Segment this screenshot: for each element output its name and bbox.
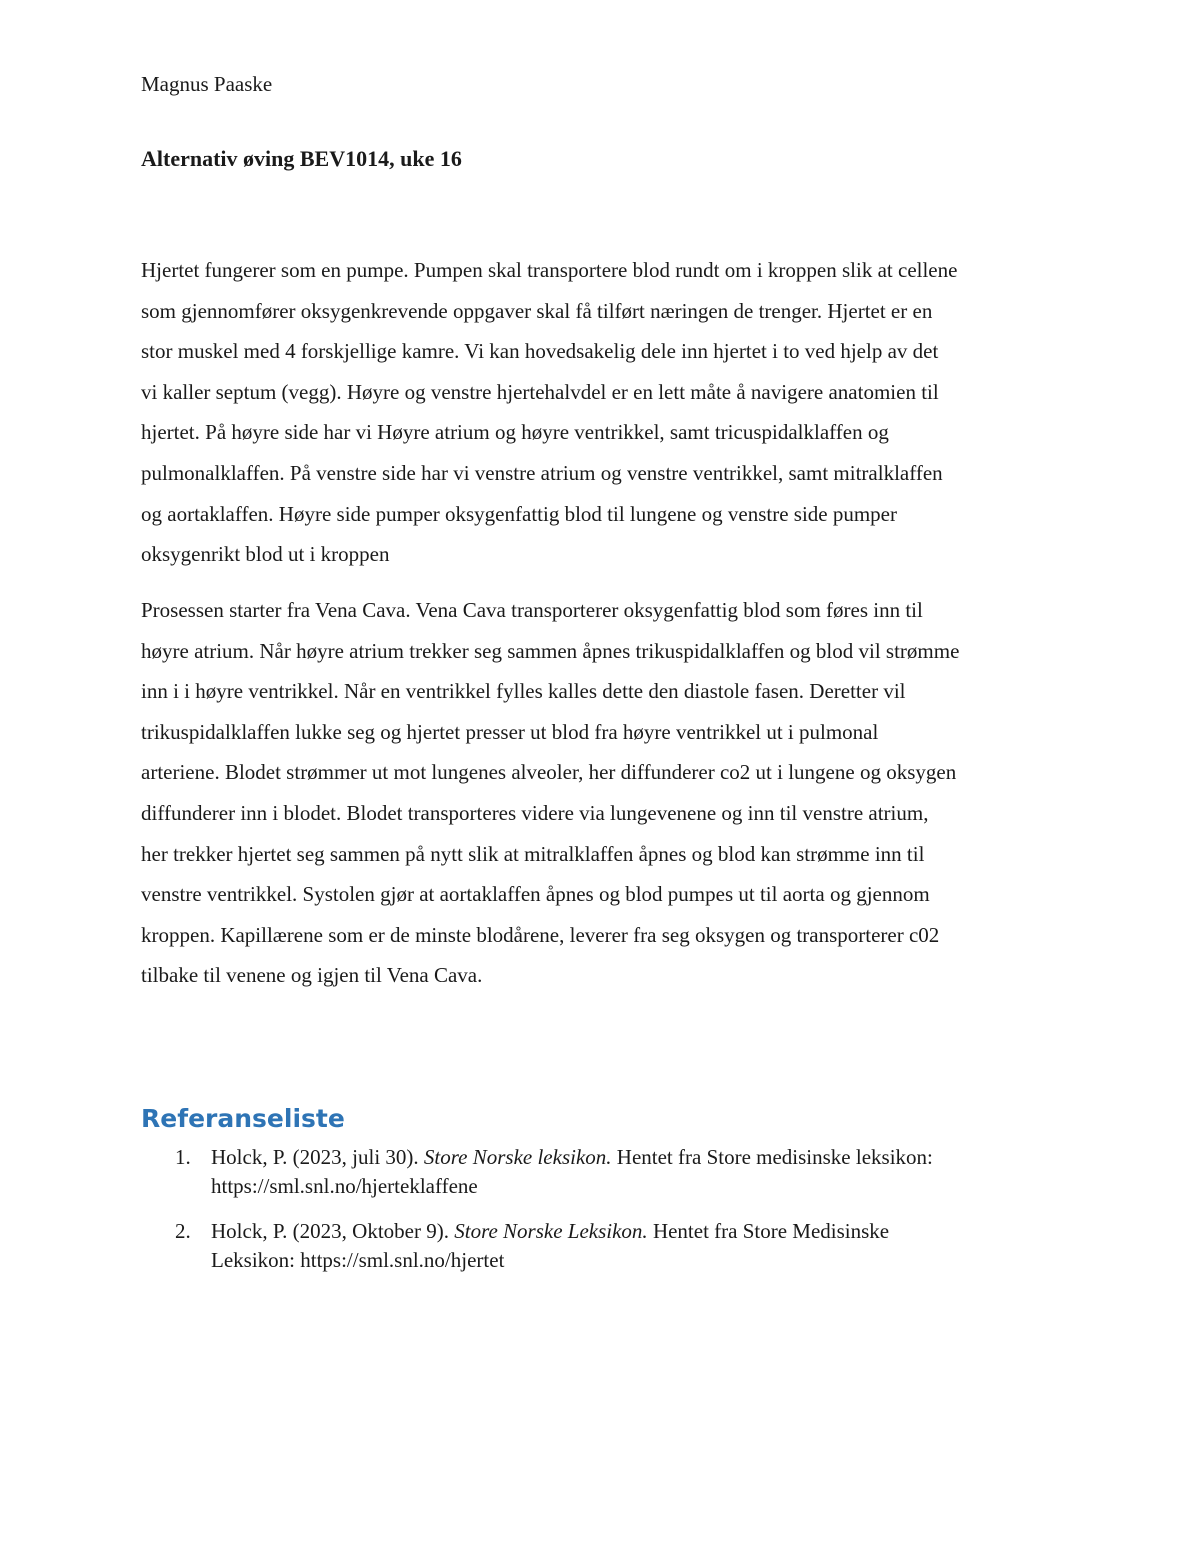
reference-number: 2. [175, 1219, 191, 1243]
reference-work-title: Store Norske Leksikon. [454, 1219, 648, 1243]
paragraph-line: oksygenrikt blod ut i kroppen [141, 542, 390, 567]
author-name: Magnus Paaske [141, 72, 273, 96]
body-paragraph-1 [141, 250, 1066, 575]
paragraph-line: som gjennomfører oksygenkrevende oppgaver skal få tilført næringen de trenger. Hjertet er en [141, 298, 933, 323]
paragraph-line: arteriene. Blodet strømmer ut mot lungenes alveoler, her diffunderer co2 ut i lungene og oksygen [141, 760, 957, 785]
reference-retrieved: Hentet fra Store Medisinske [647, 1219, 890, 1243]
reference-line [211, 1143, 1061, 1172]
body-paragraph-2 [141, 590, 1066, 996]
reference-body [211, 1217, 1061, 1275]
paragraph-line: venstre ventrikkel. Systolen gjør at aortaklaffen åpnes og blod pumpes ut til aorta og gjennom [141, 882, 930, 907]
reference-body [211, 1143, 1061, 1201]
paragraph-line: Prosessen starter fra Vena Cava. Vena Cava transporterer oksygenfattig blod som føres inn til [141, 598, 923, 622]
paragraph-line: pulmonalklaffen. På venstre side har vi venstre atrium og venstre ventrikkel, samt mitralklaffen [141, 460, 943, 485]
paragraph-line: inn i i høyre ventrikkel. Når en ventrikkel fylles kalles dette den diastole fasen. Deretter vil [141, 679, 906, 704]
reference-author-date: Holck, P. (2023, juli 30). [211, 1145, 424, 1169]
document-title: Alternativ øving BEV1014, uke 16 [141, 146, 462, 171]
paragraph-line: vi kaller septum (vegg). Høyre og venstre hjertehalvdel er en lett måte å navigere anatomien til [141, 379, 939, 404]
paragraph-line: Hjertet fungerer som en pumpe. Pumpen skal transportere blod rundt om i kroppen slik at cellene [141, 258, 958, 282]
paragraph-line: her trekker hjertet seg sammen på nytt slik at mitralklaffen åpnes og blod kan strømme inn til [141, 841, 925, 866]
reference-line [211, 1217, 1061, 1246]
paragraph-line: diffunderer inn i blodet. Blodet transporteres videre via lungevenene og inn til venstre atrium, [141, 800, 929, 825]
reference-url: https://sml.snl.no/hjerteklaffene [211, 1174, 478, 1198]
paragraph-line: og aortaklaffen. Høyre side pumper oksygenfattig blod til lungene og venstre side pumper [141, 501, 897, 526]
reference-author-date: Holck, P. (2023, Oktober 9). [211, 1219, 455, 1243]
reference-retrieved: Hentet fra Store medisinske leksikon: [611, 1145, 933, 1169]
reference-work-title: Store Norske leksikon. [423, 1145, 612, 1169]
paragraph-line: kroppen. Kapillærene som er de minste blodårene, leverer fra seg oksygen og transporterer c02 [141, 922, 940, 947]
reference-number: 1. [175, 1145, 191, 1169]
paragraph-line: hjertet. På høyre side har vi Høyre atrium og høyre ventrikkel, samt tricuspidalklaffen og [141, 420, 889, 445]
paragraph-line: stor muskel med 4 forskjellige kamre. Vi kan hovedsakelig dele inn hjertet i to ved hjelp av det [141, 339, 939, 364]
paragraph-line: høyre atrium. Når høyre atrium trekker seg sammen åpnes trikuspidalklaffen og blod vil strømme [141, 638, 960, 663]
references-heading: Referanseliste [141, 1104, 345, 1133]
reference-line-2: Leksikon: https://sml.snl.no/hjertet [211, 1248, 505, 1272]
paragraph-line: trikuspidalklaffen lukke seg og hjertet presser ut blod fra høyre ventrikkel ut i pulmonal [141, 719, 879, 744]
paragraph-line: tilbake til venene og igjen til Vena Cava. [141, 963, 483, 988]
